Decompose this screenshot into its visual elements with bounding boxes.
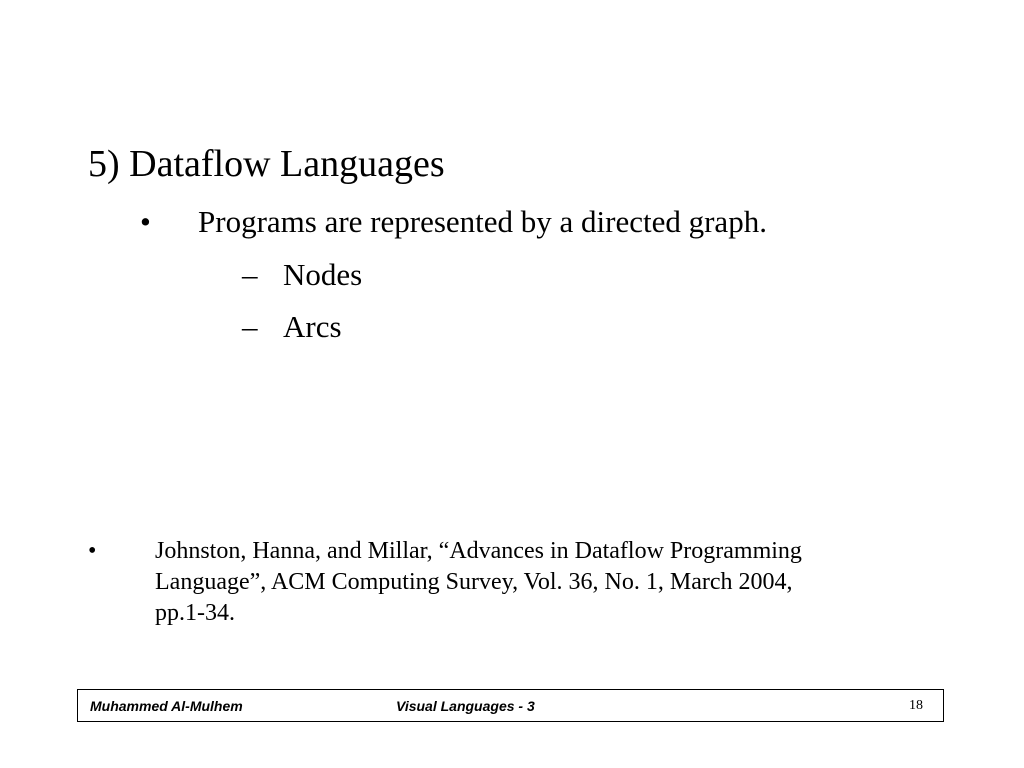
bullet-marker: • <box>140 204 151 239</box>
slide-footer <box>77 689 944 722</box>
reference-bullet-marker: • <box>88 538 97 564</box>
sub-bullet-item-nodes <box>242 251 362 299</box>
bullet-text: Programs are represented by a directed graph. <box>198 204 767 239</box>
footer-course-title: Visual Languages - 3 <box>396 698 535 714</box>
reference-text <box>155 536 945 629</box>
sub-bullet-text: Arcs <box>283 309 342 344</box>
footer-author: Muhammed Al-Mulhem <box>90 698 243 714</box>
dash-marker: – <box>242 309 258 344</box>
reference-line: Language”, ACM Computing Survey, Vol. 36, No. 1, March 2004, <box>155 569 793 595</box>
reference-line: pp.1-34. <box>155 600 235 626</box>
sub-bullet-text: Nodes <box>283 257 363 292</box>
sub-bullet-item-arcs <box>242 303 342 351</box>
footer-page-number: 18 <box>909 698 923 713</box>
reference-line: Johnston, Hanna, and Millar, “Advances in Dataflow Programming <box>155 538 802 564</box>
bullet-item <box>140 198 767 246</box>
dash-marker: – <box>242 257 258 292</box>
slide-title: 5) Dataflow Languages <box>88 143 445 185</box>
